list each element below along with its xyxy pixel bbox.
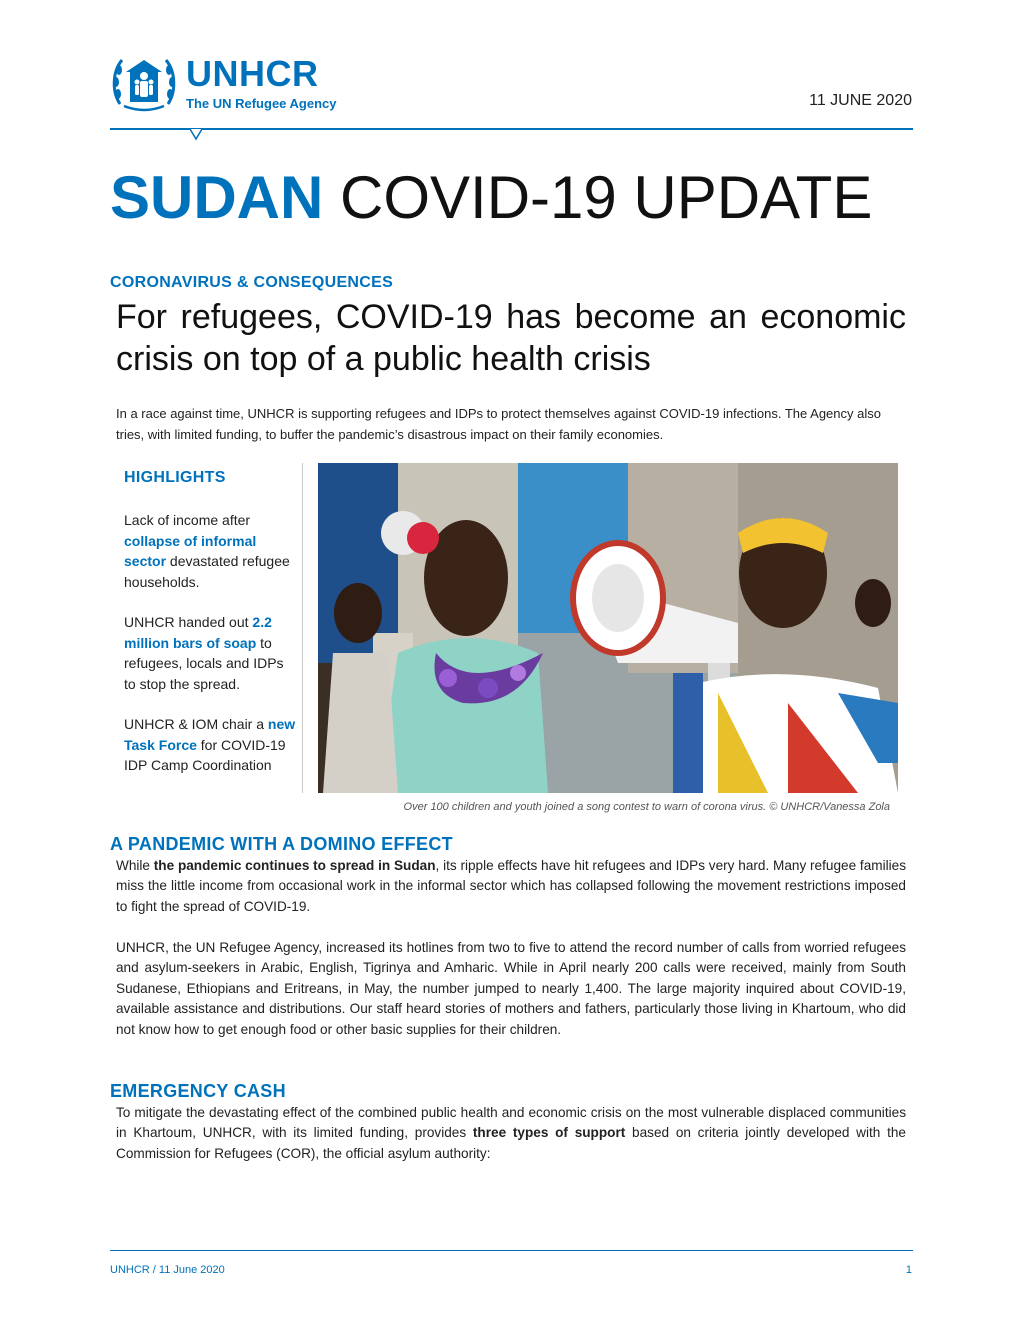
section-label-domino: A PANDEMIC WITH A DOMINO EFFECT <box>110 834 453 854</box>
section-label-coronavirus: CORONAVIRUS & CONSEQUENCES <box>110 274 394 291</box>
highlight-link[interactable]: 2.2 million bars of soap <box>124 614 272 651</box>
highlight-text: UNHCR handed out <box>124 614 253 630</box>
paragraph-emergency-cash <box>116 1103 906 1164</box>
highlight-text: to refugees, locals and IDPs to stop the spread. <box>124 634 284 692</box>
publication-date: 11 JUNE 2020 <box>809 92 912 109</box>
photo-caption: Over 100 children and youth joined a song contest to warn of corona virus. © UNHCR/Vanessa Zola <box>403 801 890 813</box>
page-title <box>110 163 872 233</box>
paragraph-domino-2: UNHCR, the UN Refugee Agency, increased its hotlines from two to five to attend the record number of calls from worried refugees and asylum-seekers in Arabic, English, Tigrinya and Amharic. While in April nearly 200 calls were received, mainly from South Sudanese, Ethiopians and Eritreans, in May, the number jumped to nearly 1,400. The large majority inquired about COVID-19, available assistance and distributions. Our staff heard stories of mothers and fathers, particularly those living in Khartoum, who did not know how to get enough food or other basic supplies for their children. <box>116 940 906 1037</box>
logo-wordmark: UNHCR <box>186 53 319 94</box>
intro-paragraph: In a race against time, UNHCR is supporting refugees and IDPs to protect themselves against COVID-19 infections. The Agency also tries, with limited funding, to buffer the pandemic’s disastrous impact on their family economies. <box>116 406 881 442</box>
header-divider <box>110 128 913 130</box>
footer-divider <box>110 1250 913 1251</box>
highlight-item <box>124 714 296 776</box>
highlight-item <box>124 510 296 592</box>
paragraph-text: To mitigate the devastating effect of the combined public health and economic crisis on the most vulnerable displaced communities in Khartoum, UNHCR, with its limited funding, provides <box>116 1105 906 1141</box>
title-accent: SUDAN <box>110 164 324 231</box>
title-rest: COVID-19 UPDATE <box>323 164 873 231</box>
section-label-emergency-cash: EMERGENCY CASH <box>110 1081 286 1101</box>
paragraph-text: , its ripple effects have hit refugees and IDPs very hard. Many refugee families miss the little income from occasional work in the informal sector which has collapsed following the movement restrictions imposed to fight the spread of COVID-19. <box>116 858 906 914</box>
highlight-item <box>124 612 296 694</box>
highlight-text: UNHCR & IOM chair a <box>124 716 268 732</box>
logo-tagline: The UN Refugee Agency <box>186 96 337 111</box>
paragraph-emphasis: three types of support <box>472 1125 626 1141</box>
highlights-heading: HIGHLIGHTS <box>124 469 226 486</box>
page-number: 1 <box>905 1264 912 1276</box>
footer-source: UNHCR / 11 June 2020 <box>110 1264 225 1276</box>
highlight-text: for COVID-19 IDP Camp Coordination <box>124 736 286 774</box>
unhcr-emblem-icon <box>110 52 178 114</box>
paragraph-domino-1 <box>116 856 906 917</box>
highlight-text: devastated refugee households. <box>124 553 290 590</box>
lead-headline: For refugees, COVID-19 has become an economic crisis on top of a public health crisis <box>116 298 906 378</box>
highlights-divider <box>302 463 303 793</box>
divider-notch-icon <box>190 129 202 141</box>
highlight-text: Lack of income after <box>124 512 251 528</box>
unhcr-logo <box>110 52 360 118</box>
paragraph-text: based on criteria jointly developed with the Commission for Refugees (COR), the official asylum authority: <box>116 1125 906 1161</box>
children-megaphone-photo <box>318 463 898 793</box>
highlight-link[interactable]: collapse of informal sector <box>124 532 257 570</box>
paragraph-emphasis: the pandemic continues to spread in Sudan <box>153 858 436 873</box>
highlight-link[interactable]: new Task Force <box>124 716 296 753</box>
paragraph-text: While <box>116 858 154 873</box>
